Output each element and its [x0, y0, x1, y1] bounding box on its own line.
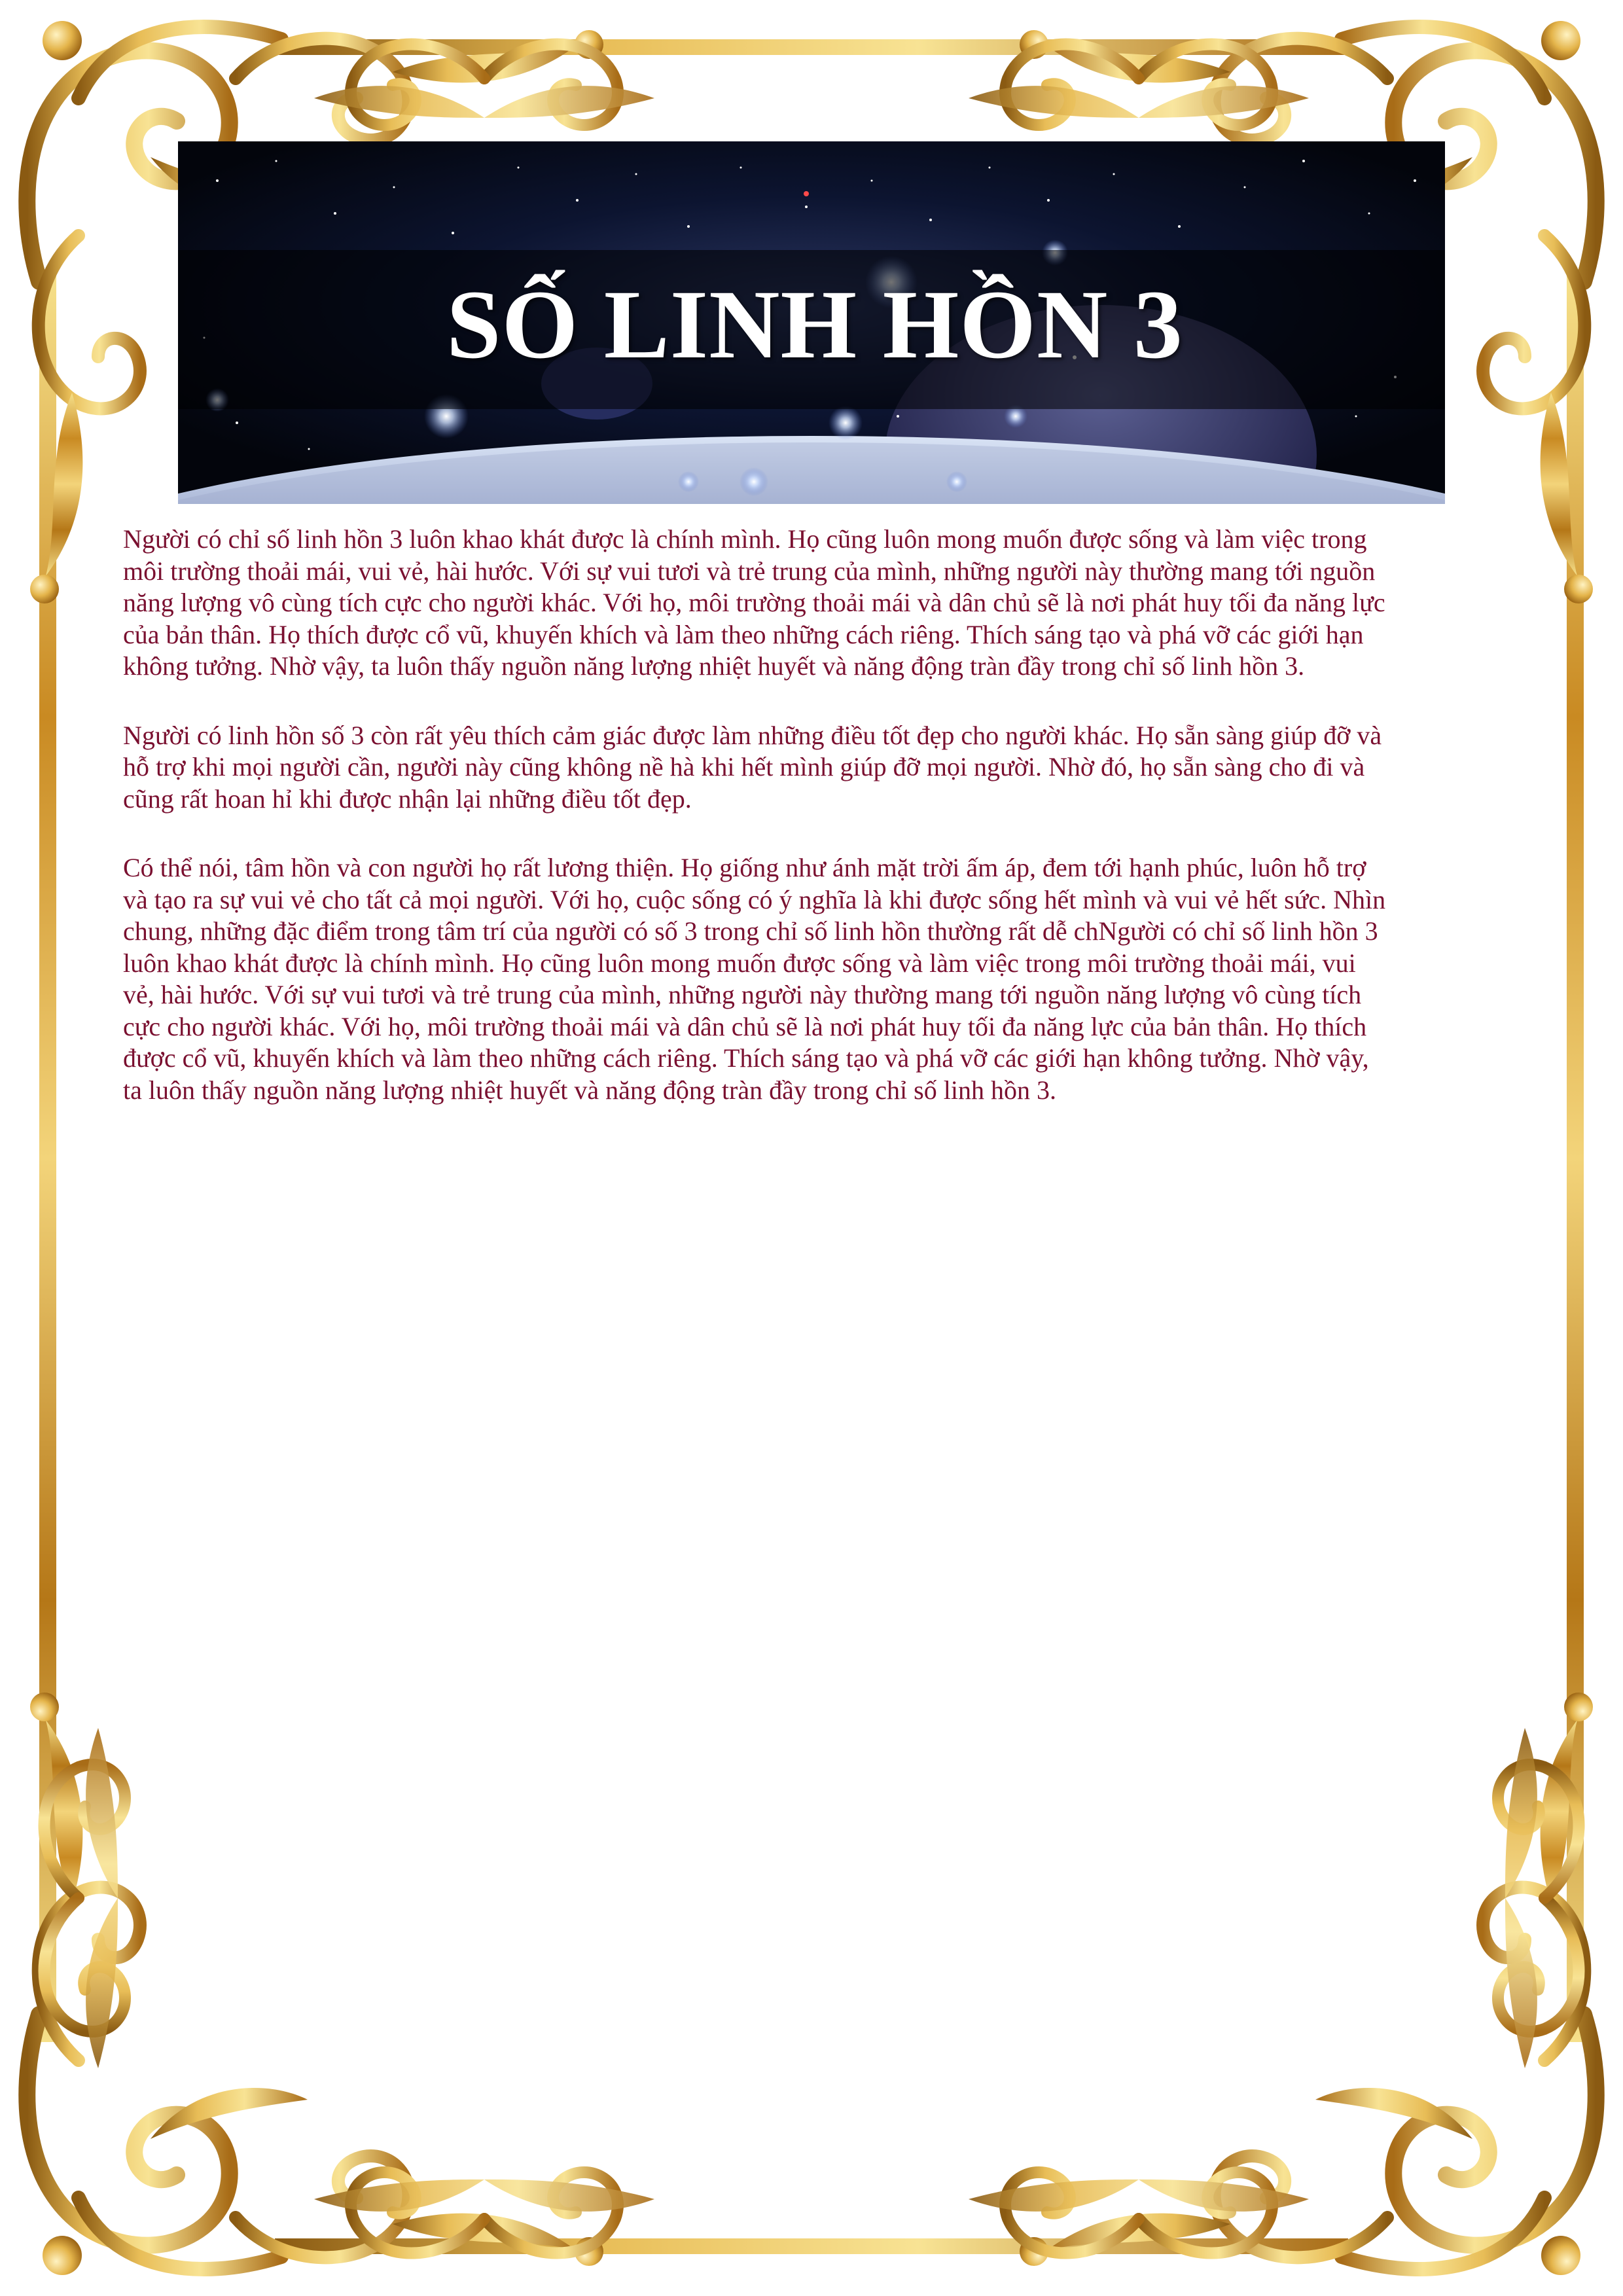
article-body — [123, 524, 1386, 1143]
paragraph-3: Có thể nói, tâm hồn và con người họ rất lương thiện. Họ giống như ánh mặt trời ấm áp, đem tới hạnh phúc, luôn hỗ trợ và tạo ra sự vui vẻ cho tất cả mọi người. Với họ, cuộc sống có ý nghĩa là khi được sống hết mình và vui vẻ hết sức. Nhìn chung, những đặc điểm trong tâm trí của người có số 3 trong chỉ số linh hồn thường rất dễ chNgười có chỉ số linh hồn 3 luôn khao khát được là chính mình. Họ cũng luôn mong muốn được sống và làm việc trong môi trường thoải mái, vui vẻ, hài hước. Với sự vui tươi và trẻ trung của mình, những người này thường mang tới nguồn năng lượng vô cùng tích cực cho người khác. Với họ, môi trường thoải mái và dân chủ sẽ là nơi phát huy tối đa năng lực của bản thân. Họ thích được cổ vũ, khuyến khích và làm theo những cách riêng. Thích sáng tạo và phá vỡ các giới hạn không tưởng. Nhờ vậy, ta luôn thấy nguồn năng lượng nhiệt huyết và năng động tràn đầy trong chỉ số linh hồn 3. — [123, 853, 1386, 1105]
paragraph-1: Người có chỉ số linh hồn 3 luôn khao khát được là chính mình. Họ cũng luôn mong muốn được sống và làm việc trong môi trường thoải mái, vui vẻ, hài hước. Với sự vui tươi và trẻ trung của mình, những người này thường mang tới nguồn năng lượng vô cùng tích cực cho người khác. Với họ, môi trường thoải mái và dân chủ sẽ là nơi phát huy tối đa năng lực của bản thân. Họ thích được cổ vũ, khuyến khích và làm theo những cách riêng. Thích sáng tạo và phá vỡ các giới hạn không tưởng. Nhờ vậy, ta luôn thấy nguồn năng lượng nhiệt huyết và năng động tràn đầy trong chỉ số linh hồn 3. — [123, 524, 1385, 681]
title-banner — [178, 141, 1445, 504]
paragraph-2: Người có linh hồn số 3 còn rất yêu thích cảm giác được làm những điều tốt đẹp cho người khác. Họ sẵn sàng giúp đỡ và hỗ trợ khi mọi người cần, người này cũng không nề hà khi hết mình giúp đỡ mọi người. Nhờ đó, họ sẵn sàng cho đi và cũng rất hoan hỉ khi được nhận lại những điều tốt đẹp. — [123, 720, 1382, 814]
page-title: SỐ LINH HỒN 3 — [446, 270, 1183, 379]
